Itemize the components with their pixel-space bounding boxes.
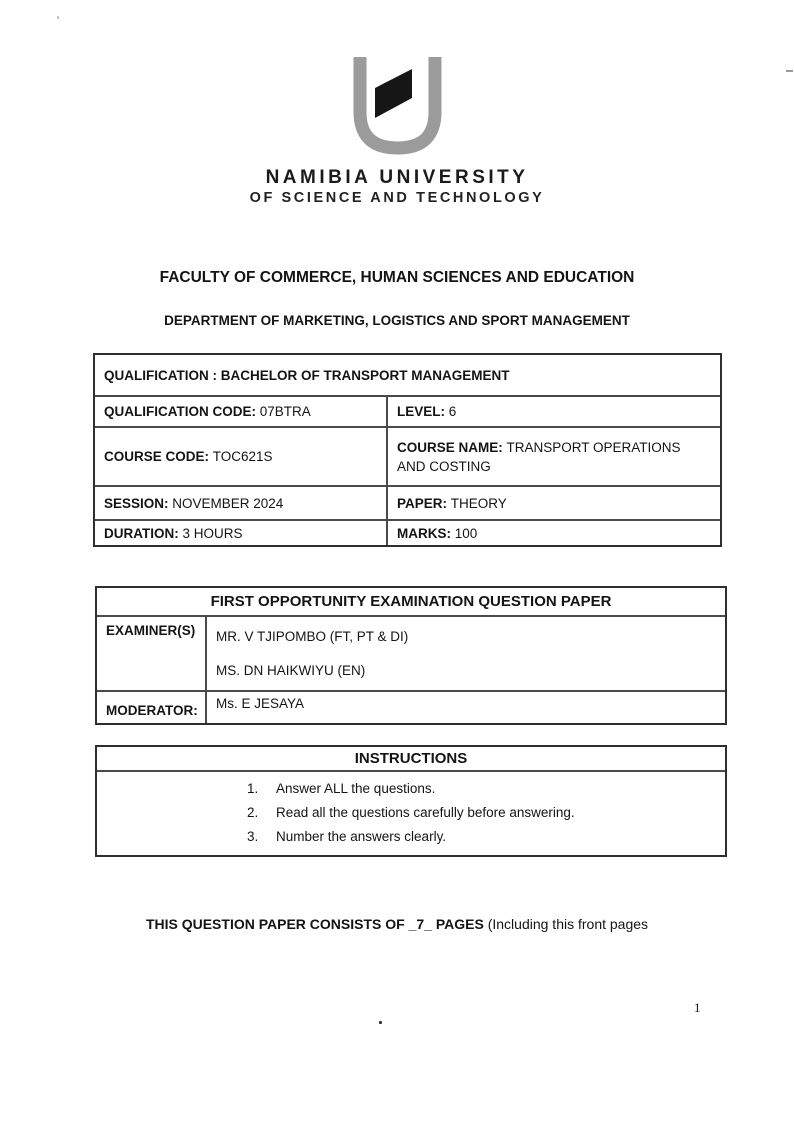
course-name-value: TRANSPORT OPERATIONS AND COSTING <box>397 440 684 474</box>
session-value: NOVEMBER 2024 <box>172 495 284 511</box>
logo-notch <box>413 56 420 103</box>
moderator-value: Ms. E JESAYA <box>216 696 305 711</box>
course-code-value: TOC621S <box>212 449 273 464</box>
examiner-table <box>95 586 727 725</box>
examiners-label-cell <box>97 617 205 690</box>
instruction-item <box>247 825 725 849</box>
course-code-label: COURSE CODE: <box>104 449 213 464</box>
paper-value: THEORY <box>450 495 507 511</box>
marks-label: MARKS: <box>397 525 455 541</box>
instructions-list <box>97 770 725 855</box>
duration-marks-row <box>95 519 720 545</box>
qualification-code-value: 07BTRA <box>259 404 311 419</box>
qualification-code-label: QUALIFICATION CODE: <box>104 404 260 419</box>
instruction-item <box>247 801 725 825</box>
page-count-note: (Including this front pages <box>483 916 649 932</box>
instructions-table <box>95 745 727 857</box>
session-paper-row <box>95 485 720 519</box>
instruction-item <box>247 777 725 801</box>
marks-value: 100 <box>454 525 478 541</box>
page-number: 1 <box>694 1000 701 1015</box>
course-row <box>95 426 720 485</box>
session-cell <box>95 487 386 519</box>
code-level-row <box>95 395 720 426</box>
level-cell <box>386 397 720 426</box>
level-value: 6 <box>448 404 457 419</box>
exam-paper-title: FIRST OPPORTUNITY EXAMINATION QUESTION PAPER <box>210 593 612 610</box>
page-count-statement <box>0 916 794 932</box>
scan-artifact-dash <box>786 70 793 72</box>
qualification-code-cell <box>95 397 386 426</box>
instructions-title: INSTRUCTIONS <box>354 750 468 767</box>
instruction-number: 2. <box>247 805 259 820</box>
course-details-table <box>93 353 722 547</box>
scan-artifact-dot <box>379 1021 382 1024</box>
examiners-label: EXAMINER(S) <box>106 623 196 638</box>
moderator-value-cell <box>205 692 725 723</box>
instruction-number: 1. <box>247 781 259 796</box>
qualification-label: QUALIFICATION : <box>104 367 221 383</box>
duration-value: 3 HOURS <box>182 525 243 541</box>
logo-parallelogram <box>375 69 412 118</box>
qualification-value: BACHELOR OF TRANSPORT MANAGEMENT <box>220 367 510 383</box>
course-name-cell <box>386 428 720 485</box>
instruction-text: Answer ALL the questions. <box>276 781 436 796</box>
scan-artifact-mark: ' <box>57 15 60 27</box>
examiners-value-cell <box>205 617 725 690</box>
page-count-bold: THIS QUESTION PAPER CONSISTS OF _7_ PAGES <box>145 916 484 932</box>
qualification-row <box>95 355 720 395</box>
examiners-row <box>97 615 725 690</box>
moderator-row <box>97 690 725 723</box>
university-subtitle: OF SCIENCE AND TECHNOLOGY <box>249 190 545 206</box>
moderator-label: MODERATOR: <box>106 703 198 718</box>
course-code-cell <box>95 428 386 485</box>
instruction-number: 3. <box>247 829 259 844</box>
nust-shield-logo-icon <box>349 56 446 159</box>
moderator-label-cell <box>97 692 205 723</box>
department-heading: DEPARTMENT OF MARKETING, LOGISTICS AND SPORT MANAGEMENT <box>164 313 630 328</box>
university-name: NAMIBIA UNIVERSITY <box>265 167 529 188</box>
instruction-text: Number the answers clearly. <box>276 829 447 844</box>
examiner-2: MS. DN HAIKWIYU (EN) <box>216 663 366 678</box>
marks-cell <box>386 521 720 545</box>
paper-cell <box>386 487 720 519</box>
qualification-cell <box>95 355 720 395</box>
examiner-1: MR. V TJIPOMBO (FT, PT & DI) <box>216 629 409 644</box>
paper-label: PAPER: <box>397 495 451 511</box>
course-name-label: COURSE NAME: <box>397 440 507 455</box>
duration-label: DURATION: <box>104 525 183 541</box>
duration-cell <box>95 521 386 545</box>
session-label: SESSION: <box>104 495 173 511</box>
level-label: LEVEL: <box>397 404 449 419</box>
instruction-text: Read all the questions carefully before answering. <box>276 805 575 820</box>
faculty-heading: FACULTY OF COMMERCE, HUMAN SCIENCES AND EDUCATION <box>159 269 635 286</box>
